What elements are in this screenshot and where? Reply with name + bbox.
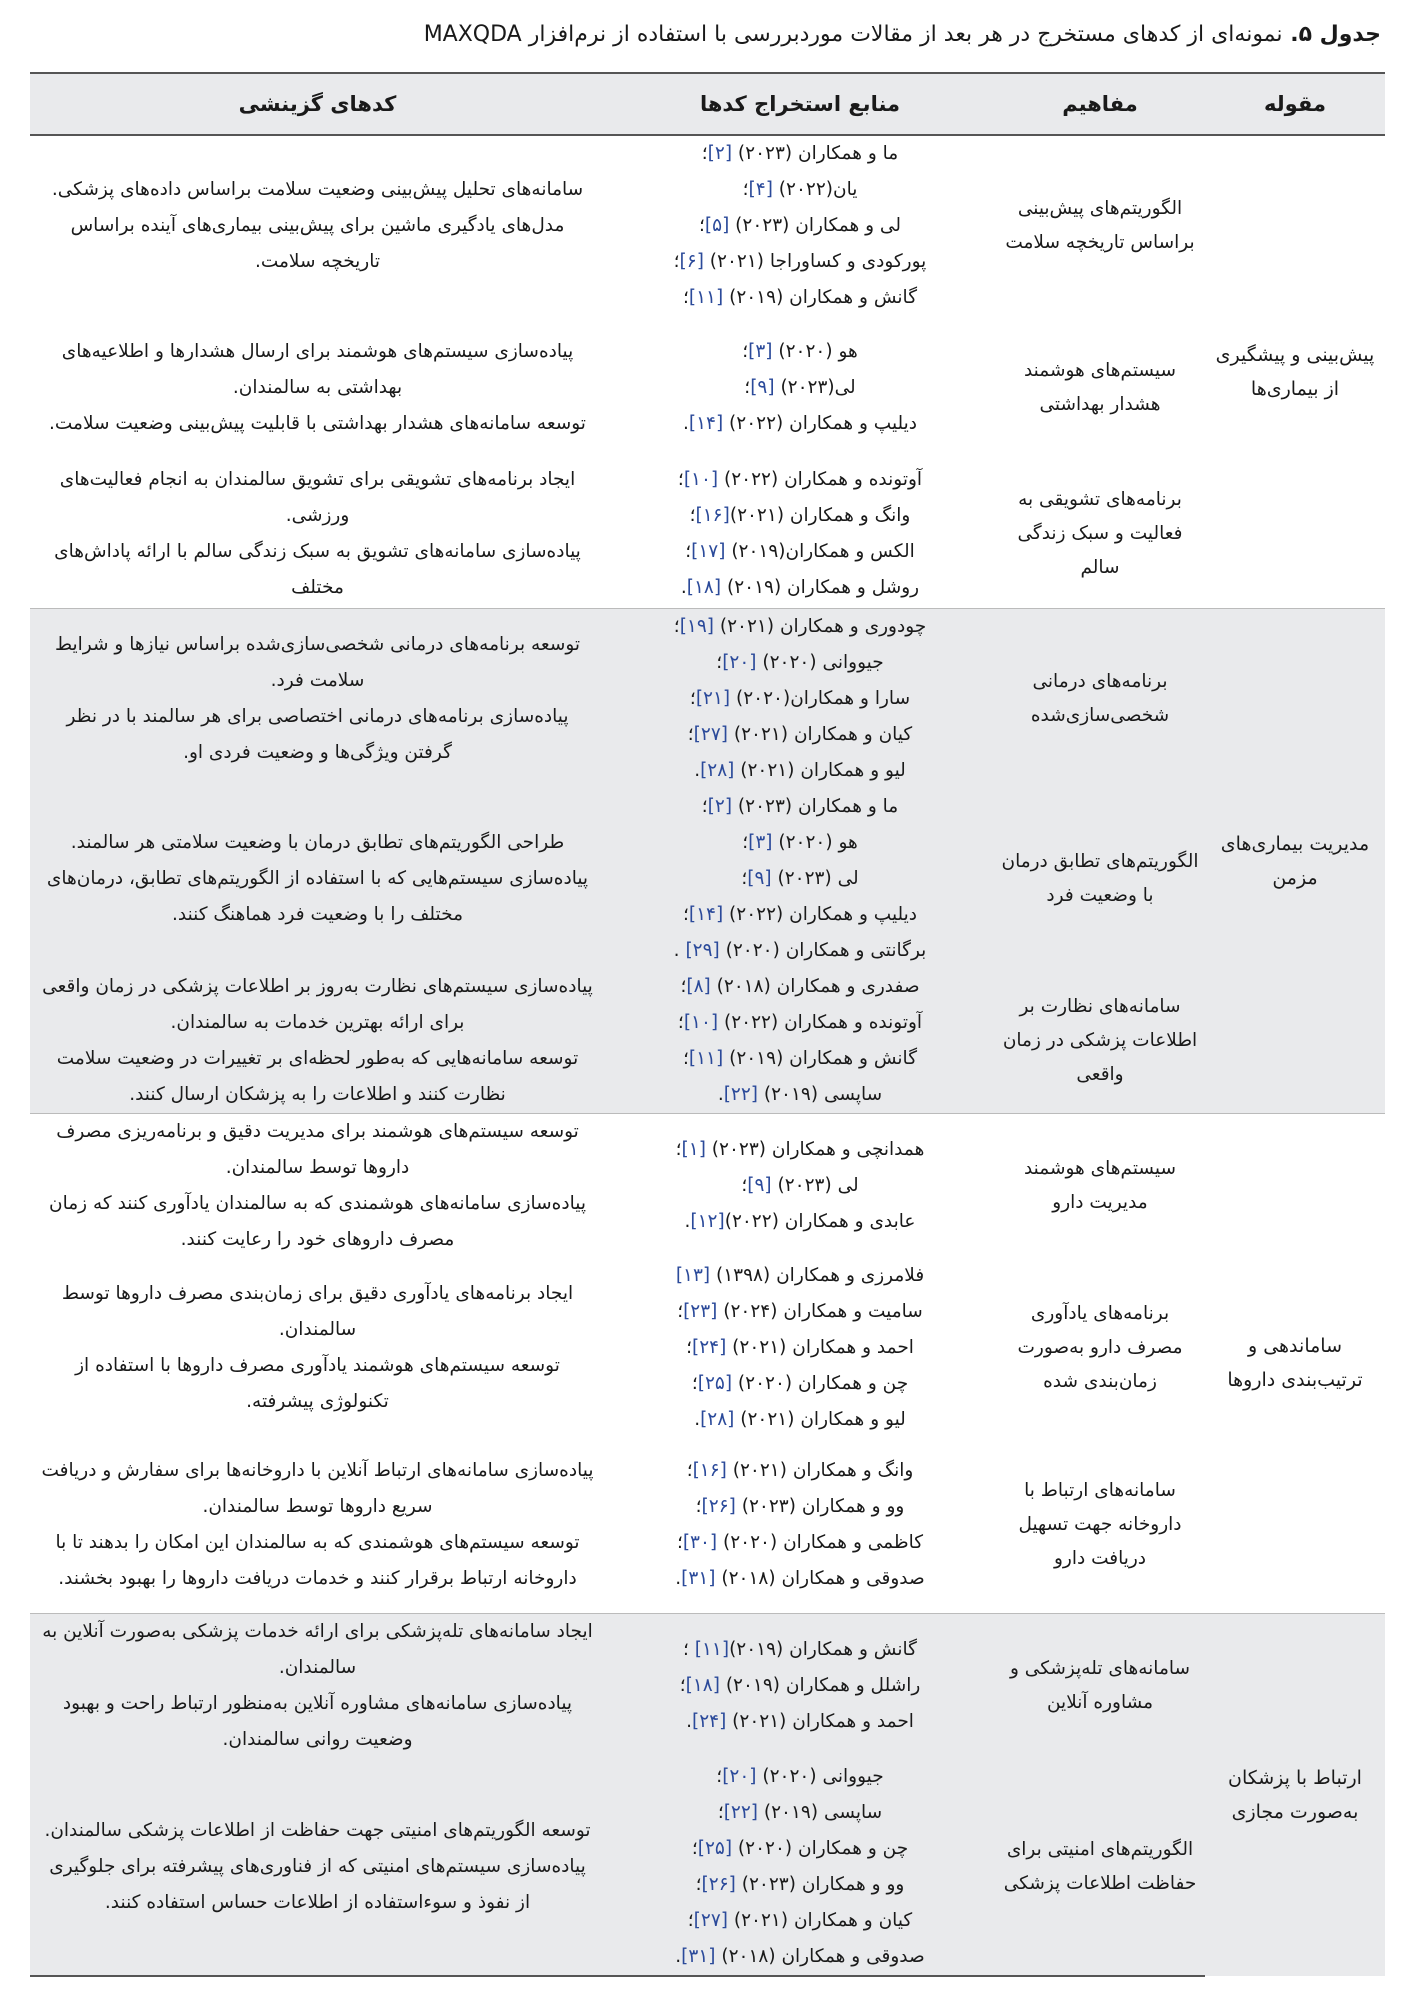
codes-cell [30, 1614, 605, 1759]
source-punctuation: ؛ [677, 1011, 684, 1033]
sources-cell [605, 1258, 995, 1438]
source-punctuation: ؛ [673, 251, 680, 272]
source-line [609, 681, 991, 717]
source-line [609, 462, 991, 498]
citation-link[interactable]: [۱۷] [691, 540, 726, 562]
source-punctuation: ؛ [741, 867, 748, 889]
sources-cell [605, 1438, 995, 1614]
sources-cell [605, 1614, 995, 1759]
citation-link[interactable]: [۲۲] [723, 1083, 759, 1105]
citation-link[interactable]: [۱۰] [683, 1011, 719, 1033]
citation-link[interactable]: [۲۰] [722, 1765, 757, 1787]
source-line [609, 1258, 991, 1294]
source-punctuation: . [694, 759, 701, 781]
source-punctuation: ؛ [676, 1532, 683, 1554]
source-line [609, 1132, 991, 1168]
source-author: یان(۲۰۲۲) [772, 179, 858, 200]
source-punctuation: ؛ [685, 540, 692, 562]
codes-cell [30, 1113, 605, 1258]
source-line [609, 1759, 991, 1795]
source-author: احمد و همکاران (۲۰۲۱) [726, 1336, 914, 1358]
sources-cell [605, 969, 995, 1114]
source-author: کیان و همکاران (۲۰۲۱) [727, 1909, 913, 1931]
source-line [609, 1366, 991, 1402]
citation-link[interactable]: [۳] [748, 831, 773, 853]
source-line [609, 789, 991, 825]
citation-link[interactable]: [۱۴] [688, 903, 724, 925]
citation-link[interactable]: [۹] [747, 1174, 772, 1196]
document-page [30, 14, 1385, 1977]
source-author: وو و همکاران (۲۰۲۳) [735, 1873, 905, 1895]
source-punctuation: ؛ [683, 1047, 689, 1069]
selective-code: توسعه سیستم‌های هوشمند یادآوری مصرف داروها با استفاده از تکنولوژی پیشرفته. [75, 1354, 560, 1412]
codes-cell [30, 1258, 605, 1438]
table-header-row [30, 73, 1385, 135]
source-line [609, 406, 991, 442]
caption-text: نمونه‌ای از کدهای مستخرج در هر بعد از مقالات موردبررسی با استفاده از نرم‌افزار MAXQDA [423, 22, 1283, 47]
source-punctuation: ؛ [691, 1837, 698, 1859]
selective-code: ایجاد برنامه‌های یادآوری دقیق برای زمان‌بندی مصرف داروها توسط سالمندان. [61, 1282, 574, 1340]
table-row [30, 1113, 1385, 1258]
citation-link[interactable]: [۳۱] [681, 1568, 716, 1590]
citation-link[interactable]: [۳] [748, 341, 773, 362]
source-author: چن و همکاران (۲۰۲۰) [732, 1372, 909, 1394]
source-line [609, 861, 991, 897]
citation-link[interactable]: [۲۴] [691, 1711, 727, 1732]
source-punctuation: . [684, 1210, 691, 1232]
source-author: فلامرزی و همکاران (۱۳۹۸) [710, 1264, 925, 1286]
concept-cell: سامانه‌های تله‌پزشکی و مشاوره آنلاین [995, 1614, 1205, 1759]
source-line [609, 280, 991, 316]
table-row [30, 1258, 1385, 1438]
category-cell: مدیریت بیماری‌های مزمن [1205, 608, 1385, 1113]
sources-cell [605, 1113, 995, 1258]
citation-link[interactable]: [۱۲] [690, 1210, 725, 1232]
table-row [30, 789, 1385, 969]
source-author: الکس و همکاران(۲۰۱۹) [725, 540, 915, 562]
source-line [609, 1561, 991, 1597]
source-punctuation: ؛ [683, 287, 689, 308]
source-author: جیووانی (۲۰۲۰) [756, 651, 884, 673]
source-author: احمد و همکاران (۲۰۲۱) [726, 1711, 914, 1732]
table-row [30, 316, 1385, 460]
citation-link[interactable]: [۲۶] [701, 1873, 736, 1895]
concept-cell: سامانه‌های ارتباط با داروخانه جهت تسهیل دریافت دارو [995, 1438, 1205, 1614]
source-author: چودوری و همکاران (۲۰۲۱) [714, 615, 927, 637]
selective-code: توسعه الگوریتم‌های امنیتی جهت حفاظت از اطلاعات پزشکی سالمندان. [44, 1819, 591, 1841]
source-author: کاظمی و همکاران (۲۰۲۰) [717, 1532, 924, 1554]
source-line [609, 1005, 991, 1041]
citation-link[interactable]: [۱] [681, 1138, 706, 1160]
citation-link[interactable]: [۲۹] [685, 939, 720, 961]
source-author: وو و همکاران (۲۰۲۳) [735, 1496, 905, 1518]
selective-code: پیاده‌سازی سامانه‌های مشاوره آنلاین به‌منظور ارتباط راحت و بهبود وضعیت روانی سالمندان. [62, 1693, 573, 1750]
citation-link[interactable]: [۲۵] [697, 1372, 733, 1394]
source-author: برگانتی و همکاران (۲۰۲۰) [719, 939, 927, 961]
source-line [609, 1867, 991, 1903]
source-punctuation: ؛ [679, 1675, 686, 1696]
source-punctuation: ؛ [695, 1496, 702, 1518]
source-line [609, 753, 991, 789]
source-punctuation: ؛ [742, 341, 749, 362]
concept-cell: برنامه‌های درمانی شخصی‌سازی‌شده [995, 608, 1205, 789]
header-category: مقوله [1205, 73, 1385, 135]
source-line [609, 717, 991, 753]
citation-link[interactable]: [۹] [747, 867, 772, 889]
table-row [30, 1614, 1385, 1759]
source-punctuation: ؛ [701, 143, 708, 164]
source-punctuation: . [717, 1083, 724, 1105]
source-punctuation: . [682, 413, 689, 434]
source-line [609, 1704, 991, 1740]
citation-link[interactable]: [۲۸] [700, 759, 735, 781]
selective-code: پیاده‌سازی سیستم‌های امنیتی که از فناوری‌های پیشرفته برای جلوگیری از نفوذ و سوءاستفاده از اطلاعات حساس استفاده کنند. [49, 1855, 586, 1913]
source-line [609, 1668, 991, 1704]
selective-code: توسعه برنامه‌های درمانی شخصی‌سازی‌شده براساس نیازها و شرایط سلامت فرد. [54, 633, 581, 691]
selective-code: پیاده‌سازی سامانه‌های تشویق به سبک زندگی سالم با ارائه پاداش‌های مختلف [54, 540, 581, 598]
source-punctuation: . [686, 1711, 692, 1732]
source-punctuation: ؛ [699, 215, 705, 236]
header-codes: کدهای گزینشی [30, 73, 605, 135]
source-punctuation: ؛ [691, 1372, 698, 1394]
citation-link[interactable]: [۲۶] [701, 1496, 736, 1518]
codes-cell [30, 1438, 605, 1614]
table-row [30, 1438, 1385, 1614]
selective-code: توسعه سیستم‌های هوشمند برای مدیریت دقیق و برنامه‌ریزی مصرف داروها توسط سالمندان. [56, 1120, 579, 1178]
source-line [609, 1939, 991, 1975]
sources-cell [605, 789, 995, 969]
source-line [609, 1204, 991, 1240]
source-line [609, 1168, 991, 1204]
selective-code: پیاده‌سازی سامانه‌های ارتباط آنلاین با داروخانه‌ها برای سفارش و دریافت سریع داروها توسط سالمندان. [41, 1460, 594, 1518]
citation-link[interactable]: [۶] [679, 251, 704, 272]
source-punctuation: ؛ [716, 651, 723, 673]
category-cell: ساماندهی و ترتیب‌بندی داروها [1205, 1113, 1385, 1614]
source-author: گانش و همکاران (۲۰۱۹) [723, 1047, 917, 1069]
source-punctuation: ؛ [686, 1460, 693, 1482]
source-punctuation: . [675, 1568, 682, 1590]
selective-code: پیاده‌سازی سامانه‌های هوشمندی که به سالمندان یادآوری کنند که زمان مصرف داروهای خود را رعایت کنند. [49, 1192, 586, 1250]
codes-cell [30, 316, 605, 460]
citation-link[interactable]: [۸] [686, 975, 711, 997]
source-author: کیان و همکاران (۲۰۲۱) [727, 723, 913, 745]
citation-link[interactable]: [۲۲] [723, 1801, 759, 1823]
citation-link[interactable]: [۱۸] [685, 1675, 720, 1696]
source-punctuation: ؛ [741, 1174, 748, 1196]
source-line [609, 498, 991, 534]
citation-link[interactable]: [۲۸] [700, 1408, 735, 1430]
source-line [609, 825, 991, 861]
source-line [609, 1041, 991, 1077]
source-line [609, 609, 991, 645]
source-line [609, 645, 991, 681]
source-line [609, 1402, 991, 1438]
table-row [30, 135, 1385, 316]
category-cell: ارتباط با پزشکان به‌صورت مجازی [1205, 1614, 1385, 1977]
citation-link[interactable]: [۲۵] [697, 1837, 733, 1859]
source-author: آوتونده و همکاران (۲۰۲۲) [718, 468, 923, 490]
table-row [30, 608, 1385, 789]
source-punctuation: ؛ [717, 1801, 724, 1823]
citation-link[interactable]: [۱۴] [688, 413, 724, 434]
source-author: آوتونده و همکاران (۲۰۲۲) [718, 1011, 923, 1033]
source-line [609, 208, 991, 244]
sources-cell [605, 1758, 995, 1976]
table-caption [30, 14, 1385, 56]
source-author: پورکودی و کساوراجا (۲۰۲۱) [703, 251, 927, 272]
source-author: صدوقی و همکاران (۲۰۱۸) [715, 1945, 925, 1967]
source-line [609, 897, 991, 933]
source-line [609, 1632, 991, 1668]
source-punctuation: ؛ [689, 504, 696, 526]
source-author: لی و همکاران (۲۰۲۳) [729, 215, 901, 236]
source-line [609, 370, 991, 406]
concept-cell: الگوریتم‌های تطابق درمان با وضعیت فرد [995, 789, 1205, 969]
source-author: لی (۲۰۲۳) [771, 867, 859, 889]
source-author: وانگ و همکاران (۲۰۲۱) [729, 504, 911, 526]
source-author: لی(۲۰۲۳) [774, 377, 856, 398]
source-punctuation: ؛ [677, 1300, 684, 1322]
table-row [30, 460, 1385, 608]
citation-link[interactable]: [۲۱] [695, 687, 731, 709]
citation-link[interactable]: [۱۶] [695, 504, 730, 526]
citation-link[interactable]: [۲۷] [693, 723, 728, 745]
source-author: دیلیپ و همکاران (۲۰۲۲) [723, 413, 918, 434]
source-punctuation: ؛ [686, 1336, 692, 1358]
source-author: ما و همکاران (۲۰۲۳) [732, 795, 899, 817]
selective-code: پیاده‌سازی سیستم‌های نظارت به‌روز بر اطلاعات پزشکی در زمان واقعی برای ارائه بهترین خدمات به سالمندان. [42, 975, 593, 1033]
concept-cell: الگوریتم‌های امنیتی برای حفاظت اطلاعات پزشکی [995, 1758, 1205, 1976]
source-author: لی (۲۰۲۳) [771, 1174, 859, 1196]
selective-code: سامانه‌های تحلیل پیش‌بینی وضعیت سلامت براساس داده‌های پزشکی. [51, 179, 584, 200]
source-line [609, 1294, 991, 1330]
concept-cell: سیستم‌های هوشمند مدیریت دارو [995, 1113, 1205, 1258]
source-author: سارا و همکاران(۲۰۲۰) [730, 687, 911, 709]
source-punctuation: ؛ [695, 1873, 702, 1895]
citation-link[interactable]: [۳۱] [681, 1945, 716, 1967]
source-line [609, 1525, 991, 1561]
source-line [609, 1903, 991, 1939]
header-sources: منابع استخراج کدها [605, 73, 995, 135]
source-punctuation: ؛ [701, 795, 708, 817]
selective-code: مدل‌های یادگیری ماشین برای پیش‌بینی بیماری‌های آینده براساس تاریخچه سلامت. [70, 215, 565, 272]
source-author: ما و همکاران (۲۰۲۳) [732, 143, 899, 164]
source-line [609, 570, 991, 606]
source-author: وانگ و همکاران (۲۰۲۱) [726, 1460, 914, 1482]
codes-cell [30, 460, 605, 608]
concept-cell: سیستم‌های هوشمند هشدار بهداشتی [995, 316, 1205, 460]
selective-code: ایجاد سامانه‌های تله‌پزشکی برای ارائه خدمات پزشکی به‌صورت آنلاین به سالمندان. [42, 1621, 593, 1678]
table-row [30, 1758, 1385, 1976]
citation-link[interactable]: [۲۰] [722, 651, 757, 673]
source-punctuation: ؛ [716, 1765, 723, 1787]
source-author: لیو و همکاران (۲۰۲۱) [734, 1408, 906, 1430]
sources-cell [605, 460, 995, 608]
source-author: لیو و همکاران (۲۰۲۱) [734, 759, 906, 781]
source-line [609, 1795, 991, 1831]
source-punctuation: ؛ [742, 831, 749, 853]
concept-cell: الگوریتم‌های پیش‌بینی براساس تاریخچه سلامت [995, 135, 1205, 316]
source-line [609, 969, 991, 1005]
citation-link[interactable]: [۲] [707, 795, 733, 817]
citation-link[interactable]: [۱۰] [683, 468, 719, 490]
source-author: صدوقی و همکاران (۲۰۱۸) [715, 1568, 925, 1590]
citation-link[interactable]: [۲۳] [683, 1300, 718, 1322]
citation-link[interactable]: [۱۱] [694, 1639, 730, 1660]
header-concept: مفاهیم [995, 73, 1205, 135]
selective-code: ایجاد برنامه‌های تشویقی برای تشویق سالمندان به انجام فعالیت‌های ورزشی. [59, 468, 576, 526]
citation-link[interactable]: [۲۷] [693, 1909, 728, 1931]
source-author: ساپسی (۲۰۱۹) [758, 1083, 883, 1105]
citation-link[interactable]: [۱۶] [692, 1460, 727, 1482]
selective-code: توسعه سامانه‌های هشدار بهداشتی با قابلیت پیش‌بینی وضعیت سلامت. [49, 413, 586, 434]
codes-cell [30, 969, 605, 1114]
codes-cell [30, 135, 605, 316]
selective-code: پیاده‌سازی سیستم‌هایی که با استفاده از الگوریتم‌های تطابق، درمان‌های مختلف را با وضعیت فرد هماهنگ کنند. [46, 867, 589, 925]
source-punctuation: ؛ [687, 723, 694, 745]
source-punctuation: . [675, 1945, 682, 1967]
source-line [609, 136, 991, 172]
source-line [609, 933, 991, 969]
source-line [609, 334, 991, 370]
source-punctuation: . [694, 1408, 701, 1430]
citation-link[interactable]: [۳۰] [682, 1532, 718, 1554]
citation-link[interactable]: [۲] [707, 143, 733, 164]
codes-cell [30, 789, 605, 969]
source-line [609, 1831, 991, 1867]
source-author: روشل و همکاران (۲۰۱۹) [721, 576, 920, 598]
source-punctuation: . [673, 939, 686, 961]
citation-link[interactable]: [۹] [750, 377, 775, 398]
codes-cell [30, 1758, 605, 1976]
source-author: سامیت و همکاران (۲۰۲۴) [717, 1300, 923, 1322]
source-author: گانش و همکاران (۲۰۱۹) [729, 1639, 917, 1660]
source-author: هو (۲۰۲۰) [772, 341, 858, 362]
source-punctuation: ؛ [675, 1138, 682, 1160]
source-author: صفدری و همکاران (۲۰۱۸) [710, 975, 920, 997]
citation-link[interactable]: [۴] [748, 179, 773, 200]
citation-link[interactable]: [۲۴] [691, 1336, 727, 1358]
citation-link[interactable]: [۱۱] [688, 287, 724, 308]
selective-code: طراحی الگوریتم‌های تطابق درمان با وضعیت سلامتی هر سالمند. [70, 831, 565, 853]
citation-link[interactable]: [۵] [704, 215, 730, 236]
table-row [30, 969, 1385, 1114]
caption-label: جدول ۵. [1290, 22, 1381, 47]
sources-cell [605, 608, 995, 789]
citation-link[interactable]: [۱۸] [686, 576, 722, 598]
source-author: راشلل و همکاران (۲۰۱۹) [719, 1675, 921, 1696]
source-author: جیووانی (۲۰۲۰) [756, 1765, 884, 1787]
source-author: گانش و همکاران (۲۰۱۹) [723, 287, 917, 308]
source-punctuation: ؛ [682, 903, 689, 925]
codes-cell [30, 608, 605, 789]
source-line [609, 1489, 991, 1525]
source-line [609, 534, 991, 570]
sources-cell [605, 135, 995, 316]
source-line [609, 1453, 991, 1489]
source-punctuation: ؛ [687, 1909, 694, 1931]
source-line [609, 244, 991, 280]
source-punctuation: ؛ [742, 179, 749, 200]
concept-cell: برنامه‌های یادآوری مصرف دارو به‌صورت زمان‌بندی شده [995, 1258, 1205, 1438]
citation-link[interactable]: [۱۱] [688, 1047, 724, 1069]
source-author: عابدی و همکاران (۲۰۲۲) [724, 1210, 916, 1232]
source-author: همدانچی و همکاران (۲۰۲۳) [705, 1138, 925, 1160]
source-author: دیلیپ و همکاران (۲۰۲۲) [723, 903, 918, 925]
source-punctuation: ؛ [744, 377, 751, 398]
selective-code: توسعه سیستم‌های هوشمندی که به سالمندان این امکان را بدهند تا با داروخانه ارتباط برقرار کنند و خدمات دریافت داروها را بهبود بخشند. [55, 1532, 580, 1590]
codes-table [30, 72, 1385, 1977]
source-author: چن و همکاران (۲۰۲۰) [732, 1837, 909, 1859]
source-punctuation: ؛ [673, 615, 680, 637]
category-cell: پیش‌بینی و پیشگیری از بیماری‌ها [1205, 135, 1385, 608]
citation-link[interactable]: [۱۳] [675, 1264, 711, 1286]
selective-code: توسعه سامانه‌هایی که به‌طور لحظه‌ای بر تغییرات در وضعیت سلامت نظارت کنند و اطلاعات را به پزشکان ارسال کنند. [56, 1047, 579, 1105]
selective-code: پیاده‌سازی برنامه‌های درمانی اختصاصی برای هر سالمند با در نظر گرفتن ویژگی‌ها و وضعیت فردی او. [66, 705, 569, 763]
source-punctuation: ؛ [680, 975, 687, 997]
source-punctuation: ؛ [683, 1639, 695, 1660]
source-line [609, 172, 991, 208]
source-author: هو (۲۰۲۰) [772, 831, 858, 853]
source-punctuation: ؛ [677, 468, 684, 490]
source-punctuation: ؛ [689, 687, 696, 709]
sources-cell [605, 316, 995, 460]
source-line [609, 1330, 991, 1366]
selective-code: پیاده‌سازی سیستم‌های هوشمند برای ارسال هشدارها و اطلاعیه‌های بهداشتی به سالمندان. [61, 341, 574, 398]
concept-cell: سامانه‌های نظارت بر اطلاعات پزشکی در زمان واقعی [995, 969, 1205, 1114]
source-punctuation: . [680, 576, 687, 598]
source-author: ساپسی (۲۰۱۹) [758, 1801, 883, 1823]
concept-cell: برنامه‌های تشویقی به فعالیت و سبک زندگی سالم [995, 460, 1205, 608]
source-line [609, 1077, 991, 1113]
citation-link[interactable]: [۱۹] [679, 615, 714, 637]
